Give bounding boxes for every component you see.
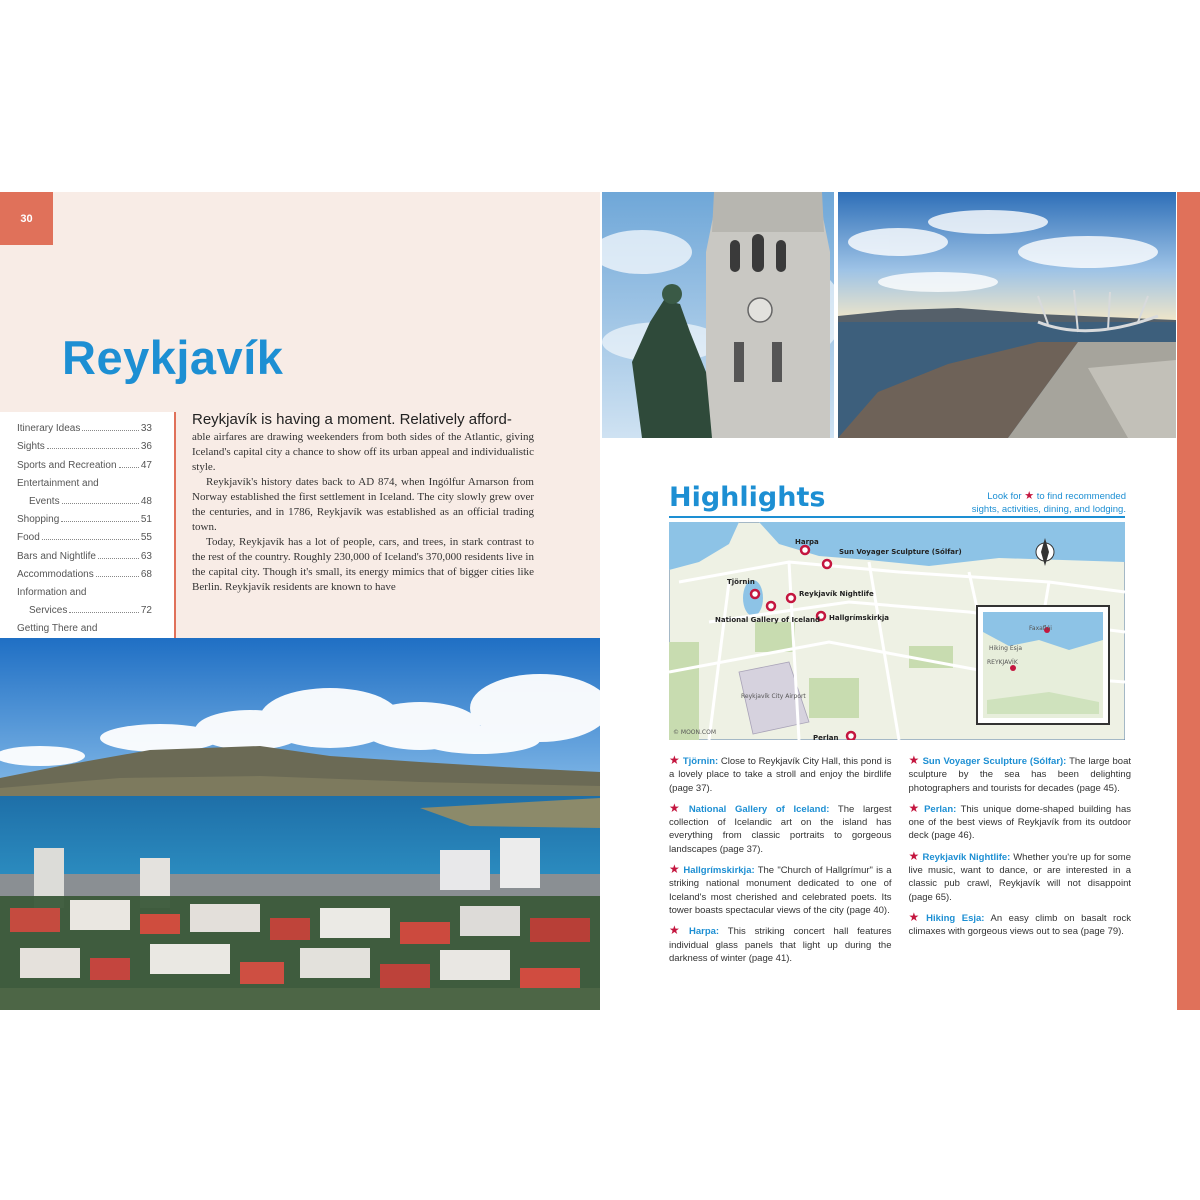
toc-item-label: Entertainment and [17,477,99,489]
toc-item-page: 48 [140,495,152,507]
star-icon: ★ [908,848,920,863]
star-icon: ★ [669,862,681,877]
toc-item-page: 68 [140,568,152,580]
toc-leader-dots [61,521,139,522]
toc-item[interactable] [0,580,174,598]
highlight-item [909,911,1132,939]
intro-paragraph-2: Reykjavík's history dates back to AD 874, when Ingólfur Arnarson from Norway established the first settlement in Iceland. The city slowly grew over the centuries, and in 1786, Reykjavík was established as an official trading town. [192,476,534,533]
toc-item-page: 36 [140,441,152,453]
star-icon: ★ [669,923,686,938]
map-label-gallery: National Gallery of Iceland [715,616,821,624]
intro-paragraph-1: able airfares are drawing weekenders from both sides of the Atlantic, giving Iceland's capital city a chance to show off its urban appeal and individualistic style. [192,431,534,473]
intro-paragraph-3: Today, Reykjavík has a lot of people, cars, and trees, in stark contrast to the rest of the country. Roughly 230,000 of Iceland's 370,000 residents live in the capital city. Though it's small, its energy mimics that of bigger cities like Berlin. Reykjavík residents are known to have [192,536,534,593]
highlight-name: Perlan: [924,803,957,815]
intro-text [192,410,534,595]
toc-item[interactable] [0,416,174,434]
highlight-name: Tjörnin: [682,756,719,767]
toc-item-page: 51 [140,514,152,526]
highlight-description: Close to Reykjavík City Hall, this pond is a lovely place to take a stroll and enjoy the birdlife (page 37). [669,756,892,794]
toc-leader-dots [69,612,139,613]
toc-item-page: 72 [140,605,152,617]
toc-item-page: 33 [140,423,152,435]
highlight-name: Sun Voyager Sculpture (Sólfar): [922,756,1067,767]
note-text-before: Look for [987,491,1022,502]
highlight-description: Whether you're up for some live music, want to dance, or are interested in a classic pub crawl, Reykjavík will not disappoint (page 65). [908,851,1131,903]
toc-item[interactable] [0,616,174,634]
toc-item[interactable] [0,598,174,616]
map-label-harpa: Harpa [795,538,819,546]
toc-item[interactable] [0,489,174,507]
toc-leader-dots [96,576,139,577]
map-label-inset-reykjavik: REYKJAVÍK [987,659,1018,666]
toc-leader-dots [119,467,139,468]
toc-item-label: Events [29,495,60,507]
toc-item[interactable] [0,525,174,543]
map-label-hallgrims: Hallgrímskirkja [829,614,889,622]
highlight-item [909,850,1132,904]
map-label-perlan: Perlan [813,734,839,740]
highlight-description: This striking concert hall features individual glass panels that light up during the darkness of winter (page 41). [669,926,892,964]
book-spread [0,192,1200,1010]
toc-item-label: Getting There and [17,623,98,635]
toc-item-label: Accommodations [17,568,94,580]
toc-leader-dots [62,503,139,504]
toc-item-label: Sights [17,441,45,453]
right-page [600,192,1200,1010]
hallgrimskirkja-photo [602,192,834,438]
sun-voyager-photo [838,192,1176,438]
highlight-description: The largest collection of Icelandic art on the island has everything from classic portraits to gorgeous landscapes (page 37). [669,803,892,855]
chapter-title: Reykjavík [62,331,284,384]
highlight-item [909,802,1132,843]
highlights-title: Highlights [669,482,826,513]
map-label-faxafloi: Faxaflói [1029,625,1052,632]
toc-item-label: Food [17,532,40,544]
toc-leader-dots [82,430,139,431]
toc-item[interactable] [0,452,174,470]
toc-item-label: Information and [17,586,87,598]
left-page [0,192,600,1010]
map-label-nightlife: Reykjavík Nightlife [799,590,874,598]
highlight-item [669,924,892,965]
map-label-tjornin: Tjörnin [727,578,755,586]
map-label-sun-voyager: Sun Voyager Sculpture (Sólfar) [839,548,962,556]
highlight-item [669,802,892,856]
highlight-description: An easy climb on basalt rock climaxes with gorgeous views out to sea (page 79). [908,912,1131,938]
toc-item[interactable] [0,543,174,561]
chapter-contents [0,412,176,672]
highlights-list [669,754,1131,965]
toc-item-label: Itinerary Ideas [17,423,81,435]
reykjavik-panorama-photo [0,638,600,1010]
toc-leader-dots [47,448,139,449]
highlight-item [669,754,892,795]
toc-item-label: Services [29,605,68,617]
star-icon: ★ [908,800,922,815]
map-label-airport: Reykjavík City Airport [741,693,806,700]
highlight-item [909,754,1132,795]
star-icon: ★ [1024,490,1035,502]
highlights-note [960,490,1126,516]
star-icon: ★ [908,753,920,767]
highlights-map [669,522,1125,740]
toc-item-page: 55 [140,532,152,544]
highlight-item [669,863,892,917]
star-icon: ★ [908,909,924,924]
highlight-name: Harpa: [688,926,720,938]
toc-item-label: Sports and Recreation [17,459,117,471]
highlights-rule [669,516,1125,518]
toc-item[interactable] [0,562,174,580]
highlight-name: Hallgrímskirkja: [683,865,755,877]
map-copyright: © MOON.COM [673,729,717,736]
highlight-name: National Gallery of Iceland: [688,803,830,815]
toc-item[interactable] [0,471,174,489]
toc-item-label: Shopping [17,514,60,526]
page-number: 30 [0,192,53,245]
toc-leader-dots [42,539,139,540]
highlight-description: The "Church of Hallgrímur" is a striking national monument dedicated to one of Iceland's most cherished and celebrated poets. Its tower boasts spectacular views of the city (page 40). [669,865,892,916]
star-icon: ★ [669,753,680,767]
intro-lead: Reykjavík is having a moment. Relatively afford- [192,411,512,428]
map-label-esja: Hiking Esja [989,645,1023,652]
toc-leader-dots [98,558,139,559]
toc-item-label: Bars and Nightlife [17,550,96,562]
toc-item[interactable] [0,507,174,525]
toc-item-page: 47 [140,459,152,471]
star-icon: ★ [669,800,686,815]
highlight-description: This unique dome-shaped building has one of the best views of Reykjavík from its outdoor deck (page 46). [908,803,1131,842]
highlight-name: Reykjavík Nightlife: [922,851,1011,863]
toc-item-page: 63 [140,550,152,562]
toc-item[interactable] [0,434,174,452]
page-edge-bar [1177,192,1200,1010]
note-text-after: to find recommended sights, activities, dining, and lodging. [971,491,1126,515]
highlight-name: Hiking Esja: [926,912,985,924]
highlight-description: The large boat sculpture by the sea has been delighting photographers and tourists for decades (page 45). [908,756,1132,794]
